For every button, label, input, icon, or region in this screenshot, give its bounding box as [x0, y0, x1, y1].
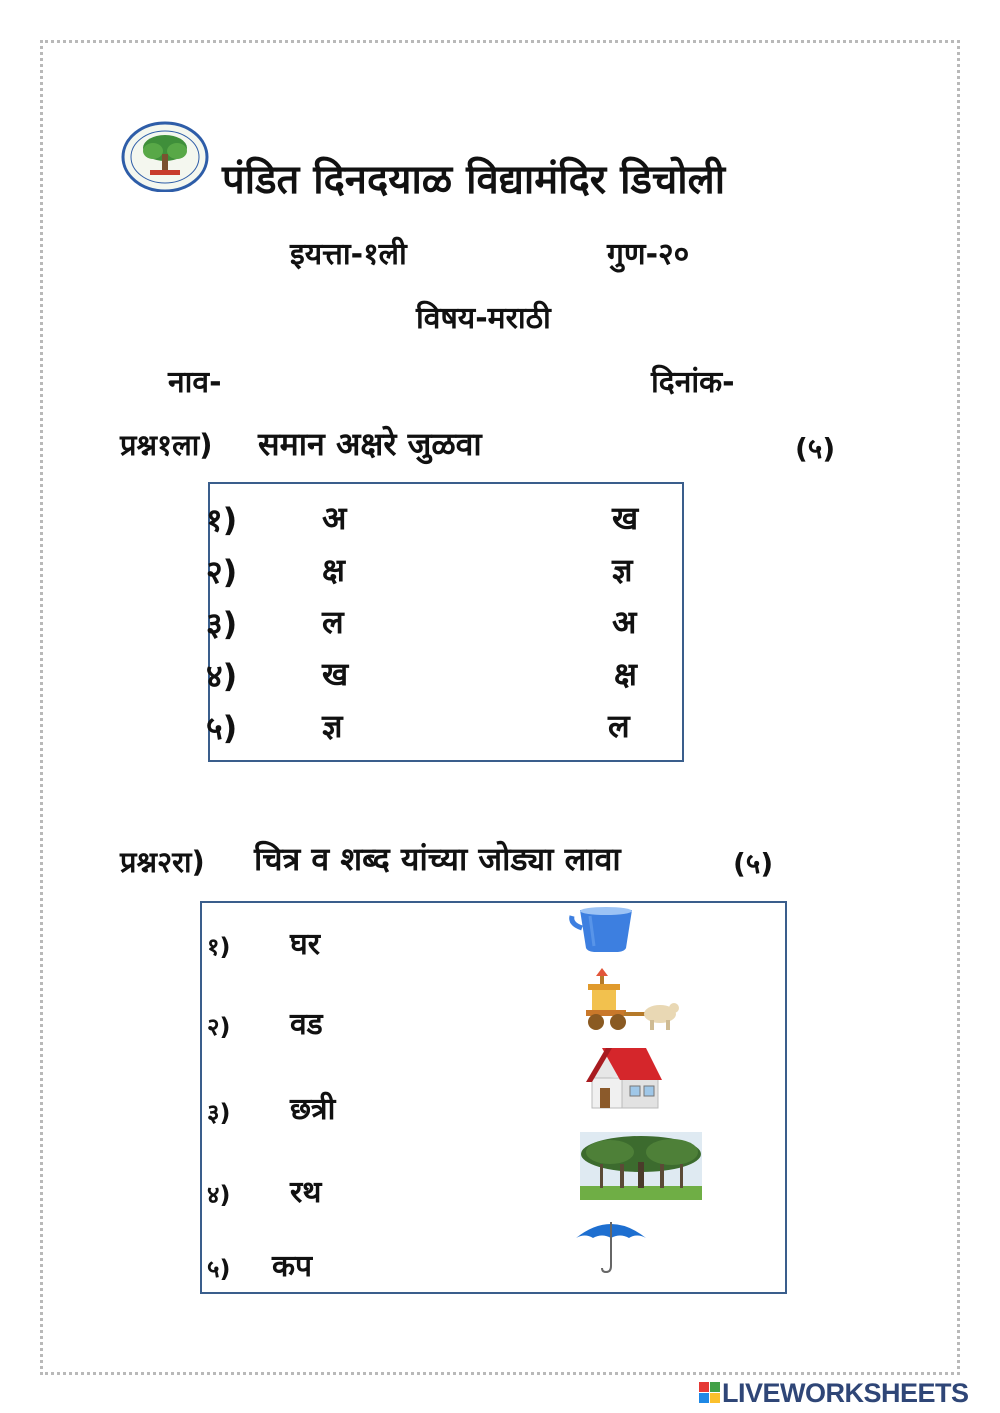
q2-row1-number: १): [207, 933, 231, 961]
q2-row2-word[interactable]: वड: [290, 1007, 323, 1042]
q2-row3-number: ३): [207, 1099, 231, 1127]
q1-row2-number: २): [206, 553, 238, 591]
umbrella-image[interactable]: [574, 1216, 648, 1274]
question1-number: प्रश्न१ला): [120, 428, 213, 462]
question2-box: [200, 901, 787, 1294]
subject-label: विषय-मराठी: [416, 301, 551, 336]
liveworksheets-logo-icon: [699, 1378, 721, 1408]
school-title: पंडित दिनदयाळ विद्यामंदिर डिचोली: [222, 157, 726, 203]
grade-label: इयत्ता-१ली: [290, 237, 407, 272]
q1-row3-left[interactable]: ल: [322, 603, 344, 641]
q1-row5-right[interactable]: ल: [608, 707, 630, 745]
question1-marks: (५): [795, 432, 836, 465]
q1-row3-number: ३): [206, 605, 238, 643]
q2-row2-number: २): [207, 1013, 231, 1041]
q1-row3-right[interactable]: अ: [612, 603, 637, 641]
q1-row1-right[interactable]: ख: [612, 499, 639, 537]
q2-row4-word[interactable]: रथ: [290, 1175, 322, 1210]
q2-row4-number: ४): [207, 1181, 231, 1209]
name-label: नाव-: [168, 365, 222, 400]
liveworksheets-brand[interactable]: LIVEWORKSHEETS: [722, 1378, 969, 1408]
question1-text: समान अक्षरे जुळवा: [258, 425, 482, 463]
q1-row5-number: ५): [206, 709, 238, 747]
banyan-tree-image[interactable]: [580, 1132, 702, 1200]
q1-row2-right[interactable]: ज्ञ: [612, 551, 633, 589]
q2-row5-number: ५): [207, 1255, 231, 1283]
house-image[interactable]: [584, 1046, 664, 1112]
q2-row3-word[interactable]: छत्री: [290, 1092, 336, 1127]
chariot-image[interactable]: [584, 966, 684, 1032]
question2-text: चित्र व शब्द यांच्या जोड्या लावा: [254, 840, 621, 878]
q1-row4-number: ४): [206, 657, 238, 695]
q1-row4-right[interactable]: क्ष: [614, 655, 637, 693]
school-logo: [120, 120, 210, 192]
q1-row2-left[interactable]: क्ष: [322, 551, 345, 589]
q1-row1-number: १): [206, 501, 238, 539]
q2-row1-word[interactable]: घर: [290, 927, 320, 962]
q1-row5-left[interactable]: ज्ञ: [322, 707, 343, 745]
q1-row4-left[interactable]: ख: [322, 655, 349, 693]
date-label: दिनांक-: [651, 365, 735, 400]
q1-row1-left[interactable]: अ: [322, 499, 347, 537]
question2-marks: (५): [733, 847, 774, 880]
question2-number: प्रश्न२रा): [120, 845, 205, 879]
marks-label: गुण-२०: [607, 237, 690, 272]
q2-row5-word[interactable]: कप: [272, 1249, 313, 1284]
cup-image[interactable]: [566, 906, 638, 954]
